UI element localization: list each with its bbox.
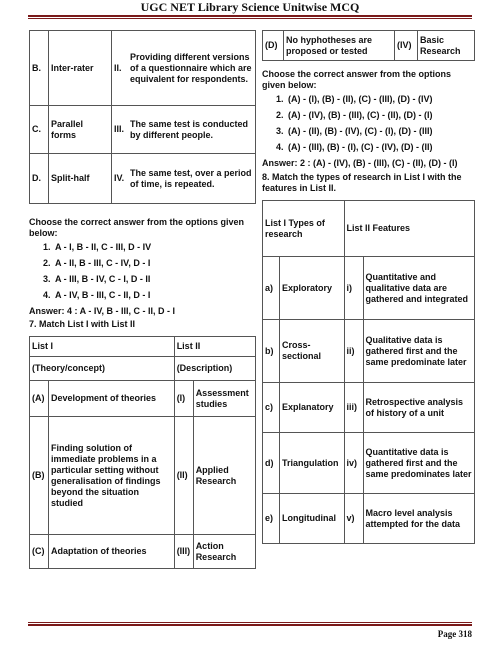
q8-title: 8. Match the types of research in List I with the features in List II. xyxy=(262,172,462,193)
list1-header: List I xyxy=(30,337,175,357)
row-description: Providing different versions of a questionnaire which are equivalent for respondents. xyxy=(128,31,256,106)
list-item: 2. A - II, B - III, C - IV, D - I xyxy=(43,258,151,268)
row-description: Applied Research xyxy=(193,417,255,535)
page-number: Page 318 xyxy=(437,629,472,639)
table-row xyxy=(263,494,475,544)
row-label: c) xyxy=(263,383,280,433)
row-description: Qualitative data is gathered first and the same predominate later xyxy=(363,320,474,383)
q7-prompt: Choose the correct answer from the options given below: xyxy=(262,69,452,90)
row-description: The same test is conducted by different people. xyxy=(128,106,256,154)
row-label: d) xyxy=(263,433,280,494)
table-row xyxy=(263,383,475,433)
row-label: (A) xyxy=(30,381,49,417)
row-term: Cross-sectional xyxy=(280,320,345,383)
list2-header: List II xyxy=(174,337,255,357)
table-row xyxy=(30,381,256,417)
q7-continued-table xyxy=(262,30,475,61)
page-header: UGC NET Library Science Unitwise MCQ xyxy=(140,0,360,14)
q7-options xyxy=(262,94,475,153)
row-term: Parallel forms xyxy=(49,106,112,154)
list2-header: List II Features xyxy=(344,201,474,257)
left-column xyxy=(29,30,256,569)
list1-subheader: (Theory/concept) xyxy=(30,357,175,381)
table-row xyxy=(30,154,256,204)
list-item: 3. A - III, B - IV, C - I, D - II xyxy=(43,274,151,284)
header-rule-thin xyxy=(28,18,472,19)
row-term: Adaptation of theories xyxy=(49,535,175,569)
row-number: v) xyxy=(344,494,363,544)
row-number: (IV) xyxy=(395,31,418,61)
q6-answer: Answer: 4 : A - IV, B - III, C - II, D - I xyxy=(29,306,176,316)
row-term: Split-half xyxy=(49,154,112,204)
row-description: Quantitative data is gathered first and the same predominates later xyxy=(363,433,474,494)
row-term: Development of theories xyxy=(49,381,175,417)
row-label: (D) xyxy=(263,31,284,61)
q6-prompt: Choose the correct answer from the options given below: xyxy=(29,217,245,238)
q6-options xyxy=(29,242,256,301)
row-term: Inter-rater xyxy=(49,31,112,106)
list-item: 3. (A) - (II), (B) - (IV), (C) - (I), (D) - (III) xyxy=(276,126,433,136)
row-description: Retrospective analysis of history of a unit xyxy=(363,383,474,433)
row-description: Macro level analysis attempted for the data xyxy=(363,494,474,544)
table-row xyxy=(263,201,475,257)
table-row xyxy=(263,433,475,494)
table-row xyxy=(263,257,475,320)
footer-rule-thin xyxy=(28,622,472,623)
row-number: (II) xyxy=(174,417,193,535)
row-label: e) xyxy=(263,494,280,544)
table-row xyxy=(263,320,475,383)
table-row xyxy=(263,31,475,61)
row-description: The same test, over a period of time, is repeated. xyxy=(128,154,256,204)
q6-list-table xyxy=(29,30,256,204)
row-term: Exploratory xyxy=(280,257,345,320)
row-term: Finding solution of immediate problems in a particular setting without generalisation of findings beyond the situation studied xyxy=(49,417,175,535)
row-number: iii) xyxy=(344,383,363,433)
list-item: 1. A - I, B - II, C - III, D - IV xyxy=(43,242,152,252)
row-label: a) xyxy=(263,257,280,320)
row-number: i) xyxy=(344,257,363,320)
list1-header: List I Types of research xyxy=(263,201,345,257)
row-number: III. xyxy=(112,106,129,154)
q7-answer: Answer: 2 : (A) - (IV), (B) - (III), (C) - (II), (D) - (I) xyxy=(262,158,458,168)
q8-table xyxy=(262,200,475,544)
table-row xyxy=(30,357,256,381)
row-label: (C) xyxy=(30,535,49,569)
row-label: b) xyxy=(263,320,280,383)
row-label: D. xyxy=(30,154,49,204)
row-description: Action Research xyxy=(193,535,255,569)
footer-rule xyxy=(28,624,472,626)
list-item: 2. (A) - (IV), (B) - (III), (C) - (II), (D) - (I) xyxy=(276,110,433,120)
row-description: Assessment studies xyxy=(193,381,255,417)
table-row xyxy=(30,31,256,106)
header-rule xyxy=(28,15,472,17)
row-term: Explanatory xyxy=(280,383,345,433)
row-term: No hyphotheses are proposed or tested xyxy=(284,31,395,61)
row-label: (B) xyxy=(30,417,49,535)
list-item: 1. (A) - (I), (B) - (II), (C) - (III), (D) - (IV) xyxy=(276,94,433,104)
list-item: 4. A - IV, B - III, C - II, D - I xyxy=(43,290,151,300)
row-term: Triangulation xyxy=(280,433,345,494)
row-number: ii) xyxy=(344,320,363,383)
q7-table xyxy=(29,336,256,569)
list2-subheader: (Description) xyxy=(174,357,255,381)
row-number: iv) xyxy=(344,433,363,494)
table-row xyxy=(30,417,256,535)
row-number: IV. xyxy=(112,154,129,204)
table-row xyxy=(30,535,256,569)
row-description: Basic Research xyxy=(418,31,475,61)
row-label: B. xyxy=(30,31,49,106)
row-number: (I) xyxy=(174,381,193,417)
row-description: Quantitative and qualitative data are gathered and integrated xyxy=(363,257,474,320)
table-row xyxy=(30,106,256,154)
table-row xyxy=(30,337,256,357)
row-number: (III) xyxy=(174,535,193,569)
row-label: C. xyxy=(30,106,49,154)
q7-title: 7. Match List I with List II xyxy=(29,319,136,329)
list-item: 4. (A) - (III), (B) - (I), (C) - (IV), (D) - (II) xyxy=(276,142,433,152)
right-column xyxy=(262,30,475,544)
row-number: II. xyxy=(112,31,129,106)
row-term: Longitudinal xyxy=(280,494,345,544)
